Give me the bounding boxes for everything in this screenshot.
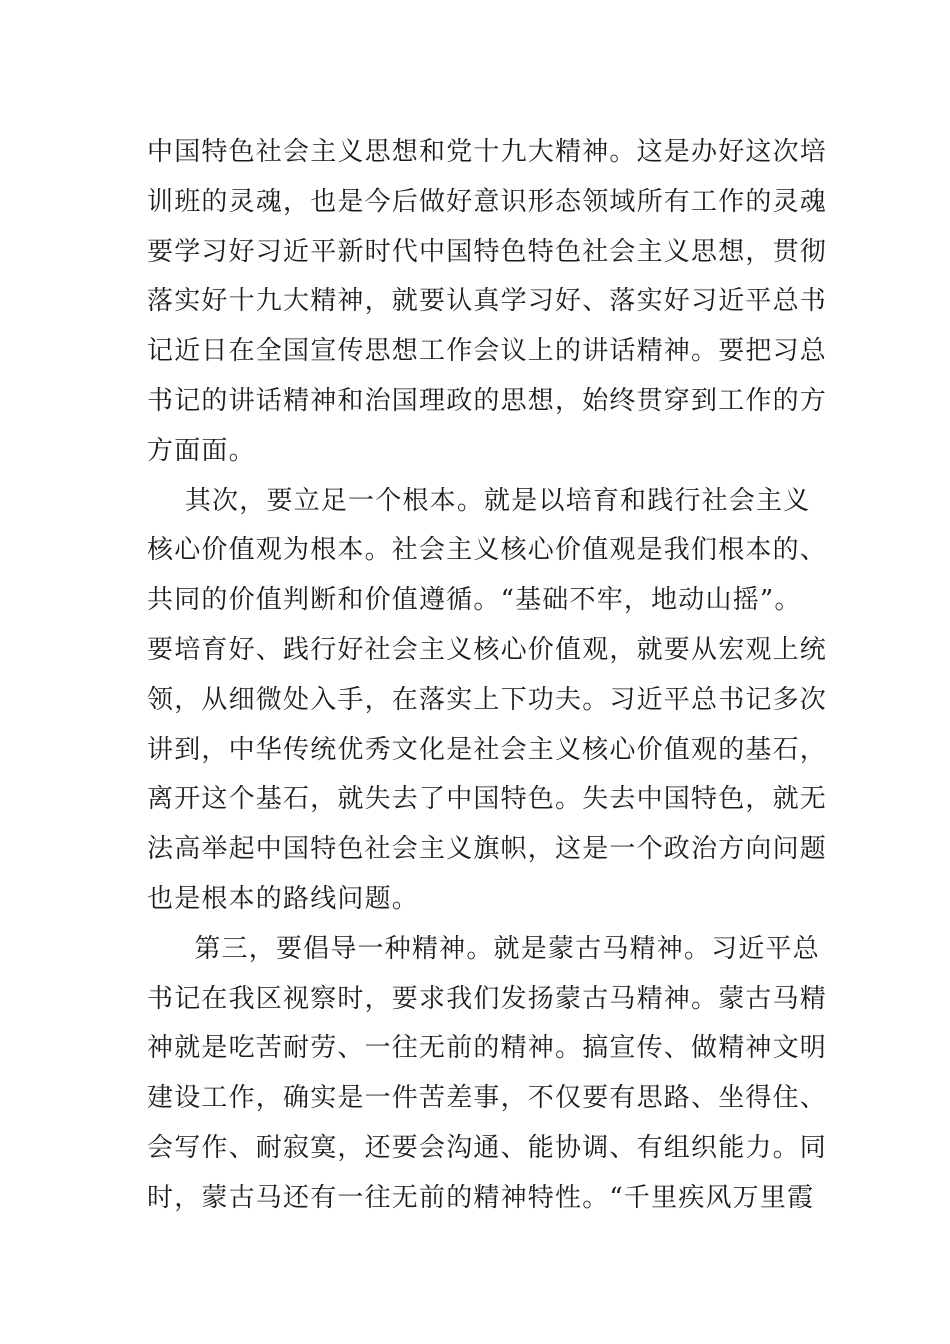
text-line: 其次，要立足一个根本。就是以培育和践行社会主义 (147, 485, 811, 516)
text-line: 中国特色社会主义思想和党十九大精神。这是办好这次培 (147, 137, 828, 167)
text-line: 落实好十九大精神，就要认真学习好、落实好习近平总书 (147, 286, 828, 317)
text-line: 书记在我区视察时，要求我们发扬蒙古马精神。蒙古马精 (147, 983, 828, 1014)
body-text (147, 128, 828, 1224)
text-line: 神就是吃苦耐劳、一往无前的精神。搞宣传、做精神文明 (147, 1033, 828, 1064)
text-line: 也是根本的路线问题。 (147, 883, 420, 914)
text-line: 训班的灵魂，也是今后做好意识形态领域所有工作的灵魂 (147, 186, 828, 217)
text-line: 第三，要倡导一种精神。就是蒙古马精神。习近平总 (147, 933, 820, 964)
text-line: 离开这个基石，就失去了中国特色。失去中国特色，就无 (147, 784, 828, 815)
text-line: 记近日在全国宣传思想工作会议上的讲话精神。要把习总 (147, 336, 828, 367)
text-line: 建设工作，确实是一件苦差事，不仅要有思路、坐得住、 (147, 1083, 828, 1114)
text-line: 书记的讲话精神和治国理政的思想，始终贯穿到工作的方 (147, 385, 828, 416)
text-line: 方面面。 (147, 435, 256, 466)
text-line: 时，蒙古马还有一往无前的精神特性。“千里疾风万里霞 (147, 1182, 815, 1213)
text-line: 法高举起中国特色社会主义旗帜，这是一个政治方向问题 (147, 834, 828, 865)
text-line: 要学习好习近平新时代中国特色特色社会主义思想，贯彻 (147, 236, 828, 267)
text-line: 共同的价值判断和价值遵循。“基础不牢，地动山摇”。 (147, 585, 802, 616)
text-line: 讲到，中华传统优秀文化是社会主义核心价值观的基石， (147, 734, 828, 765)
text-line: 要培育好、践行好社会主义核心价值观，就要从宏观上统 (147, 634, 828, 665)
text-line: 核心价值观为根本。社会主义核心价值观是我们根本的、 (147, 535, 828, 566)
text-line: 会写作、耐寂寞，还要会沟通、能协调、有组织能力。同 (147, 1132, 828, 1163)
text-line: 领，从细微处入手，在落实上下功夫。习近平总书记多次 (147, 684, 828, 715)
